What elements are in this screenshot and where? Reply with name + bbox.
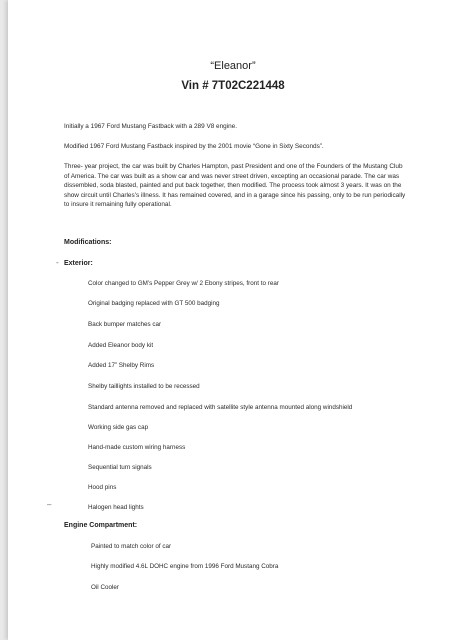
exterior-heading: Exterior: xyxy=(64,260,93,267)
exterior-item: Hand-made custom wiring harness xyxy=(88,444,186,451)
paragraph-modified: Modified 1967 Ford Mustang Fastback inspired by the 2001 movie “Gone in Sixty Seconds”. xyxy=(64,143,324,150)
exterior-item: Back bumper matches car xyxy=(88,321,162,328)
margin-dash: - xyxy=(56,258,59,267)
exterior-item: Halogen head lights xyxy=(88,504,144,511)
engine-heading: Engine Compartment: xyxy=(64,522,138,529)
engine-item: Oil Cooler xyxy=(91,584,119,591)
engine-item: Painted to match color of car xyxy=(91,543,172,550)
exterior-item: Standard antenna removed and replaced with satellite style antenna mounted along windshield xyxy=(88,404,353,411)
paragraph-intro: Initially a 1967 Ford Mustang Fastback with a 289 V8 engine. xyxy=(64,123,238,130)
exterior-item: Shelby taillights installed to be recessed xyxy=(88,383,200,390)
modifications-heading: Modifications: xyxy=(64,239,112,246)
exterior-item: Working side gas cap xyxy=(88,424,149,431)
exterior-item: Original badging replaced with GT 500 badging xyxy=(88,300,220,307)
paragraph-history: Three- year project, the car was built by Charles Hampton, past President and one of the Founders of the Mustang Club of America. The car was built as a show car and was never street driven, excepting an occasional parade. The car was dissembled, soda blasted, painted and put back together, then modified. The process took almost 3 years. It was on the show circuit until Charles’s illness. It has remained covered, and in a garage since his passing, only to be run periodically to insure it remaining fully operational. xyxy=(64,163,406,209)
document-page xyxy=(8,0,466,640)
exterior-item: Added Eleanor body kit xyxy=(88,342,154,349)
exterior-item: Sequential turn signals xyxy=(88,464,152,471)
margin-dash: – xyxy=(47,500,52,509)
exterior-item: Added 17” Shelby Rims xyxy=(88,362,155,369)
engine-item: Highly modified 4.6L DOHC engine from 1996 Ford Mustang Cobra xyxy=(91,563,279,570)
document-title: “Eleanor” xyxy=(210,60,256,72)
exterior-item: Hood pins xyxy=(88,484,117,491)
exterior-item: Color changed to GM’s Pepper Grey w/ 2 Ebony stripes, front to rear xyxy=(88,280,279,287)
vin-number: Vin # 7T02C221448 xyxy=(181,80,285,92)
